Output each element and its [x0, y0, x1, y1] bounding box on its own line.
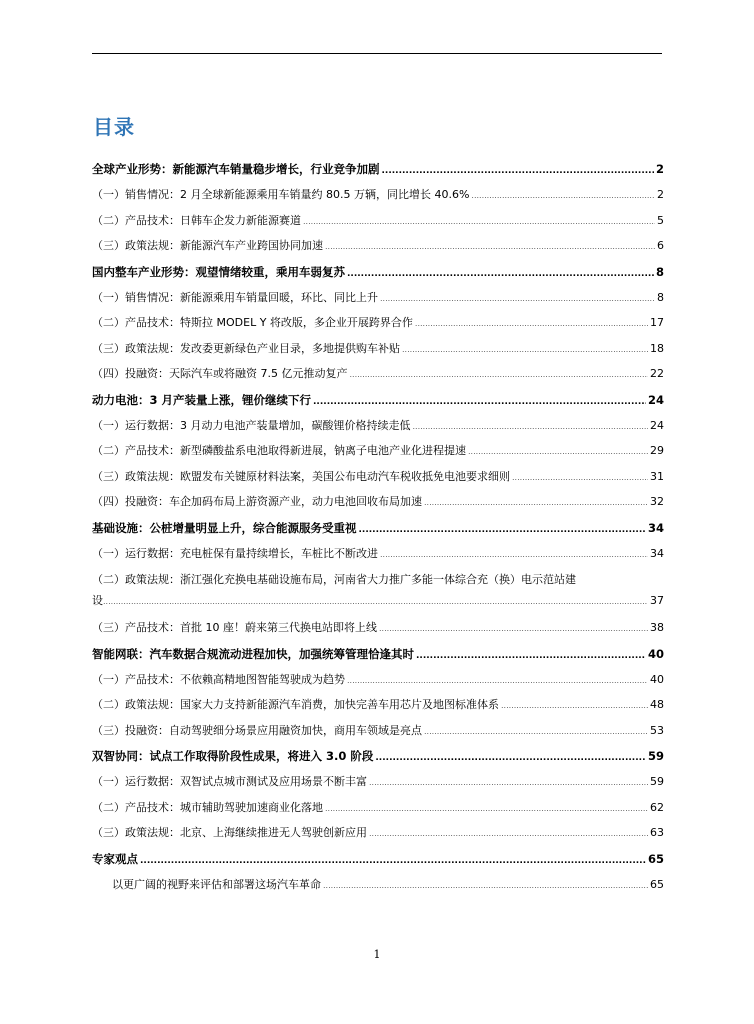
toc-entry-section[interactable]: [92, 769, 664, 795]
toc-entry-page: 59: [647, 749, 664, 763]
toc-entry-page: 2: [657, 188, 664, 201]
toc-entry-text: 专家观点: [92, 851, 138, 866]
dot-leader: [415, 311, 648, 337]
toc-entry-page: 37: [650, 594, 664, 607]
toc-entry-page: 31: [650, 469, 664, 483]
dot-leader: [375, 745, 646, 771]
toc-entry-section[interactable]: [92, 692, 664, 718]
toc-entry-text: 动力电池：3 月产装量上涨，锂价继续下行: [92, 392, 312, 407]
toc-entry-page: 2: [655, 162, 664, 176]
toc-title: 目录: [93, 115, 135, 139]
toc-entry-section[interactable]: [92, 233, 664, 259]
toc-entry-text: （二）产品技术：日韩车企发力新能源赛道: [92, 213, 301, 227]
toc-entry-text: 全球产业形势：新能源汽车销量稳步增长，行业竞争加剧: [92, 162, 380, 176]
dot-leader: [468, 439, 648, 465]
toc-entry-page: 40: [650, 672, 664, 686]
toc-entry-text: （二）政策法规：国家大力支持新能源汽车消费，加快完善车用芯片及地图标准体系: [92, 698, 499, 711]
toc-entry-text: （一）运行数据：充电桩保有量持续增长，车桩比不断改进: [92, 546, 378, 560]
toc-entry-section[interactable]: [92, 361, 664, 387]
toc-entry-chapter[interactable]: [92, 846, 664, 872]
dot-leader: [416, 643, 646, 669]
toc-entry-section[interactable]: [92, 464, 664, 490]
toc-entry-page: 17: [650, 316, 664, 329]
dot-leader: [103, 591, 648, 612]
toc-entry-section[interactable]: [92, 872, 664, 898]
toc-entry-chapter[interactable]: [92, 259, 664, 285]
toc-entry-page: 8: [655, 264, 664, 279]
dot-leader: [380, 542, 648, 568]
toc-entry-text: （一）产品技术：不依赖高精地图智能驾驶成为趋势: [92, 672, 345, 686]
toc-entry-text-continued: 设: [92, 594, 103, 607]
dot-leader: [424, 490, 648, 516]
toc-entry-page: 65: [650, 877, 664, 891]
dot-leader: [313, 389, 646, 415]
dot-leader: [369, 821, 648, 847]
dot-leader: [382, 158, 654, 184]
toc-entry-page: 34: [647, 520, 664, 535]
dot-leader: [471, 183, 655, 209]
toc-entry-section[interactable]: [92, 413, 664, 439]
toc-entry-page: 40: [647, 646, 664, 661]
dot-leader: [424, 719, 648, 745]
toc-entry-text: 双智协同：试点工作取得阶段性成果，将进入 3.0 阶段: [92, 749, 374, 763]
toc-entry-page: 65: [647, 851, 664, 866]
toc-entry-text: （三）政策法规：北京、上海继续推进无人驾驶创新应用: [92, 826, 367, 839]
toc-entry-section[interactable]: [92, 336, 664, 362]
toc-entry-text: （二）政策法规：浙江强化充换电基础设施布局，河南省大力推广多能一体综合充（换）电示范站建: [92, 573, 576, 586]
toc-entry-text: （二）产品技术：城市辅助驾驶加速商业化落地: [92, 800, 323, 814]
dot-leader: [501, 693, 648, 719]
toc-entry-section[interactable]: [92, 310, 664, 336]
toc-entry-text: 国内整车产业形势：观望情绪较重，乘用车弱复苏: [92, 264, 345, 279]
toc-entry-text: （二）产品技术：新型磷酸盐系电池取得新进展，钠离子电池产业化进程提速: [92, 444, 466, 457]
toc-entry-text: （四）投融资：天际汽车或将融资 7.5 亿元推动复产: [92, 367, 348, 380]
dot-leader: [350, 362, 649, 388]
toc-entry-section[interactable]: [92, 820, 664, 846]
toc-entry-text: （三）产品技术：首批 10 座！蔚来第三代换电站即将上线: [92, 621, 377, 634]
toc-entry-page: 6: [657, 239, 664, 252]
toc-entry-section[interactable]: [92, 489, 664, 515]
dot-leader: [323, 873, 648, 899]
dot-leader: [140, 848, 646, 874]
toc-entry-chapter[interactable]: [92, 641, 664, 667]
toc-entry-chapter[interactable]: [92, 515, 664, 541]
dot-leader: [512, 465, 648, 491]
toc-entry-text: （三）投融资：自动驾驶细分场景应用融资加快，商用车领域是亮点: [92, 723, 422, 737]
toc-entry-text: （一）销售情况：新能源乘用车销量回暖，环比、同比上升: [92, 290, 378, 304]
page-number: 1: [373, 948, 381, 961]
dot-leader: [325, 234, 655, 260]
toc-entry-page: 29: [650, 444, 664, 457]
toc-entry-page: 18: [650, 341, 664, 355]
toc-entry-text: （一）销售情况：2 月全球新能源乘用车销量约 80.5 万辆，同比增长 40.6%: [92, 188, 470, 201]
toc-entry-section[interactable]: [92, 795, 664, 821]
toc-entry-page: 32: [650, 495, 664, 508]
dot-leader: [325, 796, 648, 822]
header-rule: [92, 53, 662, 54]
toc-entry-section[interactable]: [92, 566, 664, 615]
dot-leader: [402, 337, 648, 363]
toc-entry-text: （三）政策法规：发改委更新绿色产业目录，多地提供购车补贴: [92, 341, 400, 355]
toc-entry-section[interactable]: [92, 541, 664, 567]
toc-entry-text: 基础设施：公桩增量明显上升，综合能源服务受重视: [92, 520, 357, 535]
toc-entry-page: 34: [650, 546, 664, 560]
toc-entry-text: （一）运行数据：双智试点城市测试及应用场景不断丰富: [92, 775, 367, 788]
toc-entry-section[interactable]: [92, 718, 664, 744]
toc-entry-page: 8: [657, 290, 664, 304]
toc-entry-page: 62: [650, 800, 664, 814]
toc-entry-text: 以更广阔的视野来评估和部署这场汽车革命: [112, 877, 321, 891]
dot-leader: [303, 209, 655, 235]
toc-entry-text: （三）政策法规：欧盟发布关键原材料法案，美国公布电动汽车税收抵免电池要求细则: [92, 469, 510, 483]
dot-leader: [347, 668, 648, 694]
table-of-contents: [92, 156, 664, 897]
toc-entry-chapter[interactable]: [92, 743, 664, 769]
toc-entry-page: 59: [650, 775, 664, 788]
dot-leader: [380, 286, 655, 312]
dot-leader: [347, 261, 654, 287]
toc-entry-section[interactable]: [92, 182, 664, 208]
toc-entry-text: （一）运行数据：3 月动力电池产装量增加，碳酸锂价格持续走低: [92, 418, 411, 432]
toc-entry-page: 22: [650, 367, 664, 380]
toc-entry-text: 智能网联：汽车数据合规流动进程加快，加强统筹管理恰逢其时: [92, 646, 414, 661]
toc-entry-text: （四）投融资：车企加码布局上游资源产业，动力电池回收布局加速: [92, 495, 422, 508]
toc-entry-section[interactable]: [92, 438, 664, 464]
dot-leader: [413, 414, 649, 440]
toc-entry-page: 63: [650, 826, 664, 839]
toc-entry-section[interactable]: [92, 667, 664, 693]
toc-entry-text: （三）政策法规：新能源汽车产业跨国协同加速: [92, 239, 323, 252]
toc-entry-text: （二）产品技术：特斯拉 MODEL Y 将改版，多企业开展跨界合作: [92, 316, 413, 329]
toc-entry-section[interactable]: [92, 615, 664, 641]
toc-entry-chapter[interactable]: [92, 156, 664, 182]
toc-entry-page: 53: [650, 723, 664, 737]
toc-entry-page: 5: [657, 213, 664, 227]
toc-entry-page: 38: [650, 621, 664, 634]
toc-entry-section[interactable]: [92, 285, 664, 311]
toc-entry-page: 48: [650, 698, 664, 711]
toc-entry-section[interactable]: [92, 208, 664, 234]
toc-entry-page: 24: [650, 418, 664, 432]
dot-leader: [369, 770, 648, 796]
dot-leader: [379, 616, 648, 642]
toc-entry-chapter[interactable]: [92, 387, 664, 413]
toc-entry-page: 24: [647, 392, 664, 407]
dot-leader: [359, 517, 646, 543]
